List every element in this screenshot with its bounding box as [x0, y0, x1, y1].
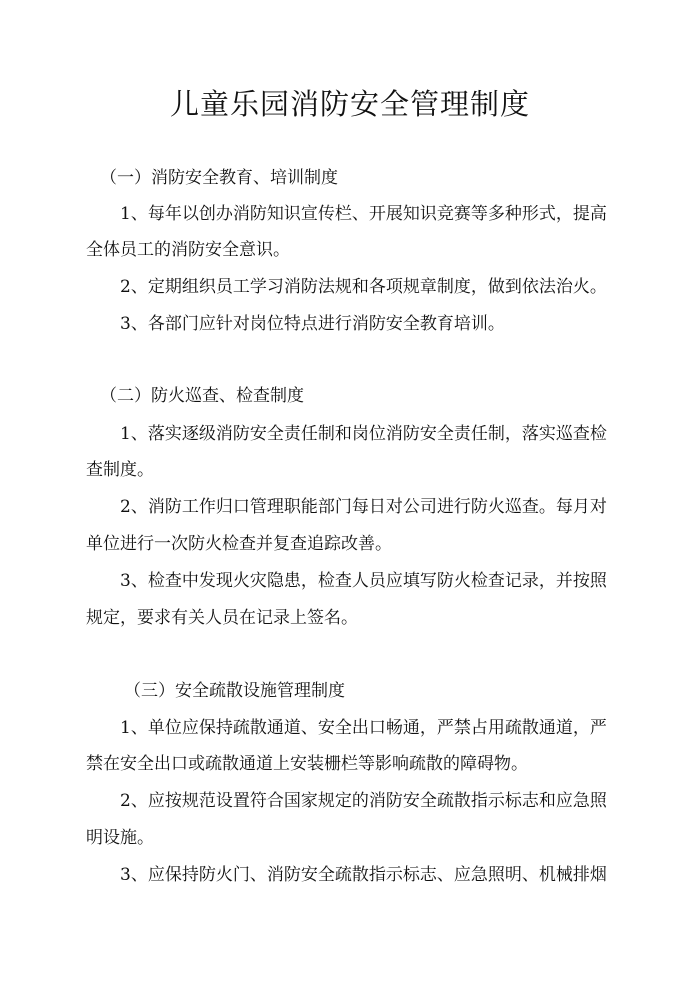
document-title: 儿童乐园消防安全管理制度 — [169, 87, 530, 121]
section-2-item-3-line-2: 规定，要求有关人员在记录上签名。 — [86, 608, 358, 628]
section-1-item-1-line-1: 1、每年以创办消防知识宣传栏、开展知识竞赛等多种形式，提高 — [120, 204, 607, 224]
section-3-item-2-line-1: 2、应按规范设置符合国家规定的消防安全疏散指示标志和应急照 — [120, 791, 607, 811]
section-3-item-1-line-1: 1、单位应保持疏散通道、安全出口畅通，严禁占用疏散通道，严 — [120, 718, 607, 738]
section-2-item-2-line-1: 2、消防工作归口管理职能部门每日对公司进行防火巡查。每月对 — [120, 497, 607, 517]
section-3-item-1-line-2: 禁在安全出口或疏散通道上安装栅栏等影响疏散的障碍物。 — [86, 754, 528, 774]
section-heading-2: （二）防火巡查、检查制度 — [100, 386, 304, 406]
section-2-item-1-line-2: 查制度。 — [86, 460, 154, 480]
section-2-item-3-line-1: 3、检查中发现火灾隐患，检查人员应填写防火检查记录，并按照 — [120, 571, 607, 591]
section-1-item-3-line-1: 3、各部门应针对岗位特点进行消防安全教育培训。 — [120, 314, 505, 334]
section-1-item-2-line-1: 2、定期组织员工学习消防法规和各项规章制度，做到依法治火。 — [120, 277, 607, 297]
section-3-item-2-line-2: 明设施。 — [86, 828, 154, 848]
section-2-item-1-line-1: 1、落实逐级消防安全责任制和岗位消防安全责任制，落实巡查检 — [120, 424, 607, 444]
section-1-item-1-line-2: 全体员工的消防安全意识。 — [86, 240, 290, 260]
section-2-item-2-line-2: 单位进行一次防火检查并复查追踪改善。 — [86, 534, 392, 554]
section-3-item-3-line-1: 3、应保持防火门、消防安全疏散指示标志、应急照明、机械排烟 — [120, 865, 607, 885]
section-heading-3: （三）安全疏散设施管理制度 — [124, 681, 345, 701]
section-heading-1: （一）消防安全教育、培训制度 — [100, 168, 338, 188]
